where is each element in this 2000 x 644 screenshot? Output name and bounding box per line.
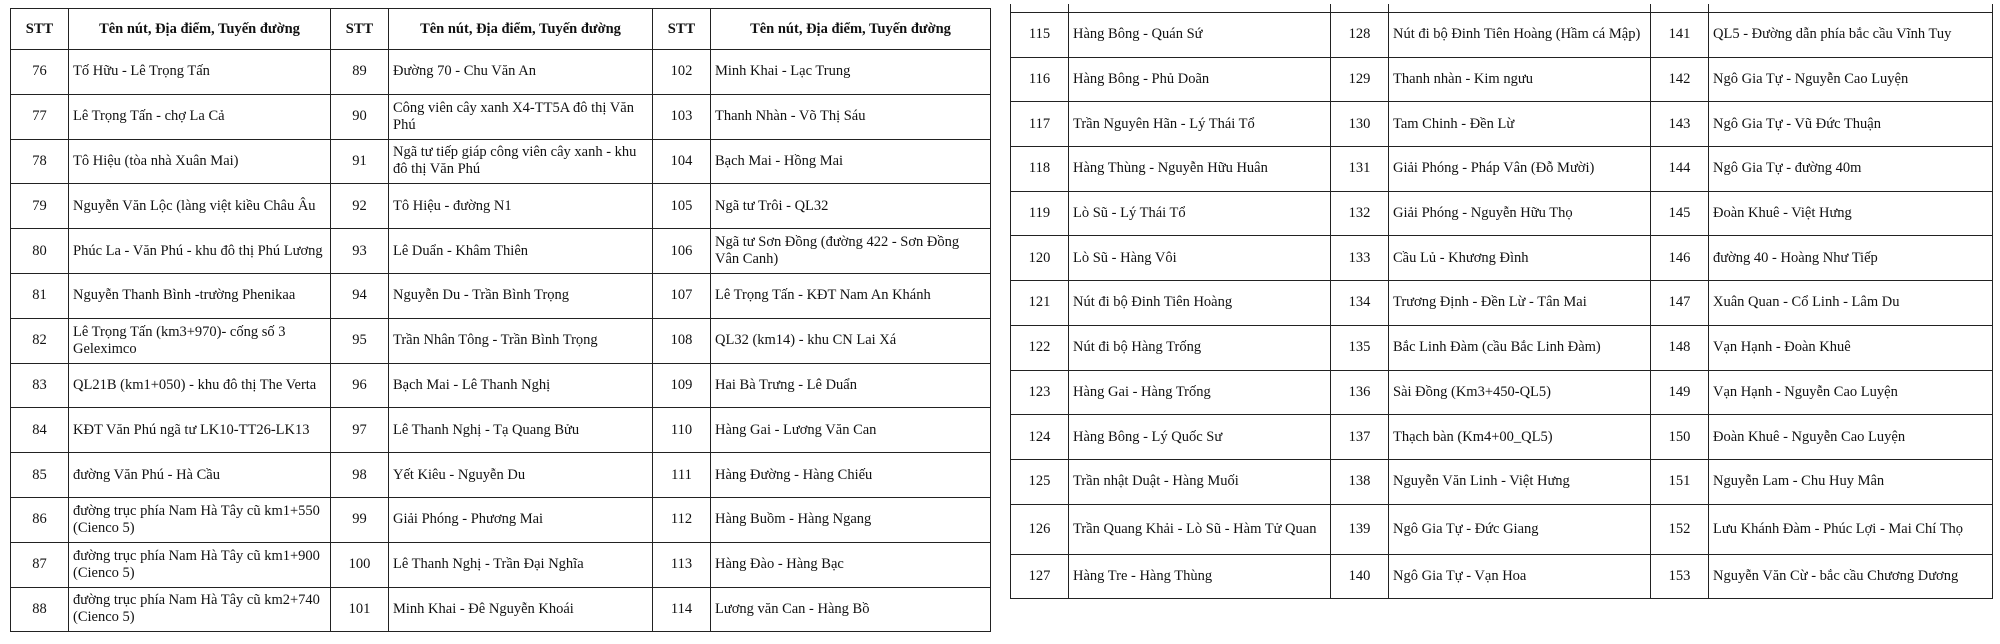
stt-cell: 95	[331, 318, 389, 363]
table-row	[1011, 102, 1993, 147]
stt-cell: 114	[653, 587, 711, 632]
stt-cell: 130	[1331, 102, 1389, 147]
table-row	[1011, 191, 1993, 236]
location-cell: Lê Duẩn - Khâm Thiên	[389, 229, 653, 274]
location-cell: Lò Sũ - Hàng Vôi	[1069, 236, 1331, 281]
stt-cell: 119	[1011, 191, 1069, 236]
stt-cell: 108	[653, 318, 711, 363]
stt-cell: 104	[653, 139, 711, 184]
stt-cell: 112	[653, 497, 711, 542]
stt-cell: 105	[653, 184, 711, 229]
table-row	[11, 50, 991, 95]
location-cell: Sài Đồng (Km3+450-QL5)	[1389, 370, 1651, 415]
stt-cell: 78	[11, 139, 69, 184]
stt-cell: 98	[331, 453, 389, 498]
column-header: STT	[331, 9, 389, 50]
column-header: STT	[653, 9, 711, 50]
location-cell: Hàng Đào - Hàng Bạc	[711, 542, 991, 587]
table-row	[11, 94, 991, 139]
table-row	[1011, 504, 1993, 554]
stt-cell: 99	[331, 497, 389, 542]
table-row	[11, 318, 991, 363]
location-cell: Tam Chinh - Đền Lừ	[1389, 102, 1651, 147]
location-cell: đường trục phía Nam Hà Tây cũ km1+550 (Cienco 5)	[69, 497, 331, 542]
table-row	[11, 542, 991, 587]
continued-strip	[1011, 4, 1993, 13]
location-cell: Lưu Khánh Đàm - Phúc Lợi - Mai Chí Thọ	[1709, 504, 1993, 554]
stt-cell: 106	[653, 229, 711, 274]
stt-cell: 94	[331, 273, 389, 318]
stt-cell: 107	[653, 273, 711, 318]
location-cell: Trần nhật Duật - Hàng Muối	[1069, 459, 1331, 504]
column-header: Tên nút, Địa điểm, Tuyến đường	[389, 9, 653, 50]
location-cell: KĐT Văn Phú ngã tư LK10-TT26-LK13	[69, 408, 331, 453]
table-row	[11, 139, 991, 184]
location-cell: Nguyễn Thanh Bình -trường Phenikaa	[69, 273, 331, 318]
stt-cell: 147	[1651, 281, 1709, 326]
table-row	[11, 184, 991, 229]
location-cell: Tô Hiệu (tòa nhà Xuân Mai)	[69, 139, 331, 184]
location-cell: QL5 - Đường dẫn phía bắc cầu Vĩnh Tuy	[1709, 13, 1993, 58]
location-cell: Trương Định - Đền Lừ - Tân Mai	[1389, 281, 1651, 326]
header-row	[11, 9, 991, 50]
location-cell: Ngô Gia Tự - Vạn Hoa	[1389, 554, 1651, 599]
location-cell: Hàng Bông - Lý Quốc Sư	[1069, 415, 1331, 460]
stt-cell: 138	[1331, 459, 1389, 504]
table-row	[1011, 281, 1993, 326]
location-cell: Tố Hữu - Lê Trọng Tấn	[69, 50, 331, 95]
stt-cell: 151	[1651, 459, 1709, 504]
location-cell: Hàng Buồm - Hàng Ngang	[711, 497, 991, 542]
table-row	[11, 408, 991, 453]
stt-cell: 93	[331, 229, 389, 274]
location-cell: Minh Khai - Lạc Trung	[711, 50, 991, 95]
location-cell: Hàng Bông - Phủ Doãn	[1069, 57, 1331, 102]
stt-cell: 101	[331, 587, 389, 632]
location-cell: Thanh nhàn - Kim ngưu	[1389, 57, 1651, 102]
stt-cell: 92	[331, 184, 389, 229]
stt-cell: 127	[1011, 554, 1069, 599]
stt-cell: 85	[11, 453, 69, 498]
stt-cell: 144	[1651, 147, 1709, 192]
location-cell: Nguyễn Văn Lộc (làng việt kiều Châu Âu	[69, 184, 331, 229]
stt-cell: 125	[1011, 459, 1069, 504]
stt-cell: 118	[1011, 147, 1069, 192]
stt-cell: 91	[331, 139, 389, 184]
location-cell: Lê Trọng Tấn (km3+970)- cống số 3 Geleximco	[69, 318, 331, 363]
table-row	[1011, 325, 1993, 370]
location-cell: Giải Phóng - Pháp Vân (Đỗ Mười)	[1389, 147, 1651, 192]
table-row	[1011, 459, 1993, 504]
stt-cell: 96	[331, 363, 389, 408]
stt-cell: 137	[1331, 415, 1389, 460]
location-cell: Đoàn Khuê - Việt Hưng	[1709, 191, 1993, 236]
table-row	[11, 587, 991, 632]
location-cell: Ngô Gia Tự - Vũ Đức Thuận	[1709, 102, 1993, 147]
stt-cell: 86	[11, 497, 69, 542]
location-cell: Trần Nguyên Hãn - Lý Thái Tổ	[1069, 102, 1331, 147]
stt-cell: 120	[1011, 236, 1069, 281]
location-cell: Minh Khai - Đê Nguyễn Khoái	[389, 587, 653, 632]
stt-cell: 131	[1331, 147, 1389, 192]
location-cell: Trần Nhân Tông - Trần Bình Trọng	[389, 318, 653, 363]
stt-cell: 134	[1331, 281, 1389, 326]
location-cell: Tô Hiệu - đường N1	[389, 184, 653, 229]
stt-cell: 84	[11, 408, 69, 453]
stt-cell: 87	[11, 542, 69, 587]
location-cell: đường Văn Phú - Hà Cầu	[69, 453, 331, 498]
location-cell: Thạch bàn (Km4+00_QL5)	[1389, 415, 1651, 460]
stt-cell: 148	[1651, 325, 1709, 370]
table-row	[1011, 370, 1993, 415]
stt-cell: 133	[1331, 236, 1389, 281]
location-cell: Lương văn Can - Hàng Bồ	[711, 587, 991, 632]
stt-cell: 128	[1331, 13, 1389, 58]
stt-cell: 88	[11, 587, 69, 632]
table-row	[11, 273, 991, 318]
stt-cell: 152	[1651, 504, 1709, 554]
stt-cell: 97	[331, 408, 389, 453]
location-cell: Bắc Linh Đàm (cầu Bắc Linh Đàm)	[1389, 325, 1651, 370]
location-cell: QL21B (km1+050) - khu đô thị The Verta	[69, 363, 331, 408]
location-cell: Ngô Gia Tự - Nguyễn Cao Luyện	[1709, 57, 1993, 102]
location-cell: Ngã tư Trôi - QL32	[711, 184, 991, 229]
stt-cell: 102	[653, 50, 711, 95]
stt-cell: 135	[1331, 325, 1389, 370]
location-cell: Yết Kiêu - Nguyễn Du	[389, 453, 653, 498]
location-cell: Phúc La - Văn Phú - khu đô thị Phú Lương	[69, 229, 331, 274]
stt-cell: 110	[653, 408, 711, 453]
stt-cell: 80	[11, 229, 69, 274]
location-cell: Ngã tư tiếp giáp công viên cây xanh - khu đô thị Văn Phú	[389, 139, 653, 184]
stt-cell: 149	[1651, 370, 1709, 415]
location-cell: Nút đi bộ Đinh Tiên Hoàng	[1069, 281, 1331, 326]
stt-cell: 83	[11, 363, 69, 408]
stt-cell: 141	[1651, 13, 1709, 58]
stt-cell: 77	[11, 94, 69, 139]
location-cell: Hàng Gai - Hàng Trống	[1069, 370, 1331, 415]
location-cell: Nguyễn Lam - Chu Huy Mân	[1709, 459, 1993, 504]
stt-cell: 140	[1331, 554, 1389, 599]
stt-cell: 109	[653, 363, 711, 408]
location-cell: Nguyễn Văn Cừ - bắc cầu Chương Dương	[1709, 554, 1993, 599]
location-cell: Nút đi bộ Đinh Tiên Hoàng (Hầm cá Mập)	[1389, 13, 1651, 58]
location-cell: Lê Thanh Nghị - Trần Đại Nghĩa	[389, 542, 653, 587]
location-cell: Hàng Đường - Hàng Chiếu	[711, 453, 991, 498]
table-row	[1011, 236, 1993, 281]
location-cell: Vạn Hạnh - Nguyễn Cao Luyện	[1709, 370, 1993, 415]
table-row	[11, 453, 991, 498]
stt-cell: 113	[653, 542, 711, 587]
location-cell: Giải Phóng - Nguyễn Hữu Thọ	[1389, 191, 1651, 236]
stt-cell: 90	[331, 94, 389, 139]
location-cell: Đường 70 - Chu Văn An	[389, 50, 653, 95]
right-table	[1010, 4, 1993, 599]
stt-cell: 100	[331, 542, 389, 587]
stt-cell: 142	[1651, 57, 1709, 102]
location-cell: Nguyễn Du - Trần Bình Trọng	[389, 273, 653, 318]
stt-cell: 153	[1651, 554, 1709, 599]
stt-cell: 89	[331, 50, 389, 95]
location-cell: Lò Sũ - Lý Thái Tổ	[1069, 191, 1331, 236]
location-cell: Giải Phóng - Phương Mai	[389, 497, 653, 542]
stt-cell: 116	[1011, 57, 1069, 102]
stt-cell: 82	[11, 318, 69, 363]
location-cell: Cầu Lủ - Khương Đình	[1389, 236, 1651, 281]
location-cell: Ngô Gia Tự - đường 40m	[1709, 147, 1993, 192]
location-cell: Hàng Thùng - Nguyễn Hữu Huân	[1069, 147, 1331, 192]
location-cell: Hàng Tre - Hàng Thùng	[1069, 554, 1331, 599]
location-cell: Trần Quang Khải - Lò Sũ - Hàm Tử Quan	[1069, 504, 1331, 554]
stt-cell: 76	[11, 50, 69, 95]
stt-cell: 129	[1331, 57, 1389, 102]
stt-cell: 143	[1651, 102, 1709, 147]
location-cell: đường trục phía Nam Hà Tây cũ km2+740 (Cienco 5)	[69, 587, 331, 632]
stt-cell: 146	[1651, 236, 1709, 281]
table-row	[1011, 147, 1993, 192]
stt-cell: 139	[1331, 504, 1389, 554]
table-row	[11, 363, 991, 408]
stt-cell: 124	[1011, 415, 1069, 460]
stt-cell: 136	[1331, 370, 1389, 415]
stt-cell: 103	[653, 94, 711, 139]
location-cell: Bạch Mai - Hồng Mai	[711, 139, 991, 184]
location-cell: Lê Thanh Nghị - Tạ Quang Bửu	[389, 408, 653, 453]
table-row	[11, 497, 991, 542]
stt-cell: 117	[1011, 102, 1069, 147]
left-table	[10, 8, 991, 632]
location-cell: Bạch Mai - Lê Thanh Nghị	[389, 363, 653, 408]
stt-cell: 111	[653, 453, 711, 498]
column-header: Tên nút, Địa điểm, Tuyến đường	[69, 9, 331, 50]
location-cell: Lê Trọng Tấn - KĐT Nam An Khánh	[711, 273, 991, 318]
location-cell: Hàng Gai - Lương Văn Can	[711, 408, 991, 453]
stt-cell: 122	[1011, 325, 1069, 370]
location-cell: Nguyễn Văn Linh - Việt Hưng	[1389, 459, 1651, 504]
location-cell: Xuân Quan - Cổ Linh - Lâm Du	[1709, 281, 1993, 326]
stt-cell: 145	[1651, 191, 1709, 236]
table-row	[1011, 415, 1993, 460]
stt-cell: 81	[11, 273, 69, 318]
stt-cell: 132	[1331, 191, 1389, 236]
stt-cell: 115	[1011, 13, 1069, 58]
location-cell: Nút đi bộ Hàng Trống	[1069, 325, 1331, 370]
location-cell: Vạn Hạnh - Đoàn Khuê	[1709, 325, 1993, 370]
table-row	[11, 229, 991, 274]
location-cell: Lê Trọng Tấn - chợ La Cả	[69, 94, 331, 139]
location-cell: Thanh Nhàn - Võ Thị Sáu	[711, 94, 991, 139]
table-row	[1011, 13, 1993, 58]
location-cell: đường trục phía Nam Hà Tây cũ km1+900 (Cienco 5)	[69, 542, 331, 587]
column-header: STT	[11, 9, 69, 50]
location-cell: Ngô Gia Tự - Đức Giang	[1389, 504, 1651, 554]
table-row	[1011, 554, 1993, 599]
location-cell: QL32 (km14) - khu CN Lai Xá	[711, 318, 991, 363]
stt-cell: 126	[1011, 504, 1069, 554]
location-cell: đường 40 - Hoàng Như Tiếp	[1709, 236, 1993, 281]
stt-cell: 123	[1011, 370, 1069, 415]
location-cell: Đoàn Khuê - Nguyễn Cao Luyện	[1709, 415, 1993, 460]
stt-cell: 79	[11, 184, 69, 229]
table-row	[1011, 57, 1993, 102]
location-cell: Công viên cây xanh X4-TT5A đô thị Văn Phú	[389, 94, 653, 139]
location-cell: Ngã tư Sơn Đồng (đường 422 - Sơn Đồng Vân Canh)	[711, 229, 991, 274]
stt-cell: 121	[1011, 281, 1069, 326]
location-cell: Hàng Bông - Quán Sứ	[1069, 13, 1331, 58]
location-cell: Hai Bà Trưng - Lê Duẩn	[711, 363, 991, 408]
column-header: Tên nút, Địa điểm, Tuyến đường	[711, 9, 991, 50]
stt-cell: 150	[1651, 415, 1709, 460]
